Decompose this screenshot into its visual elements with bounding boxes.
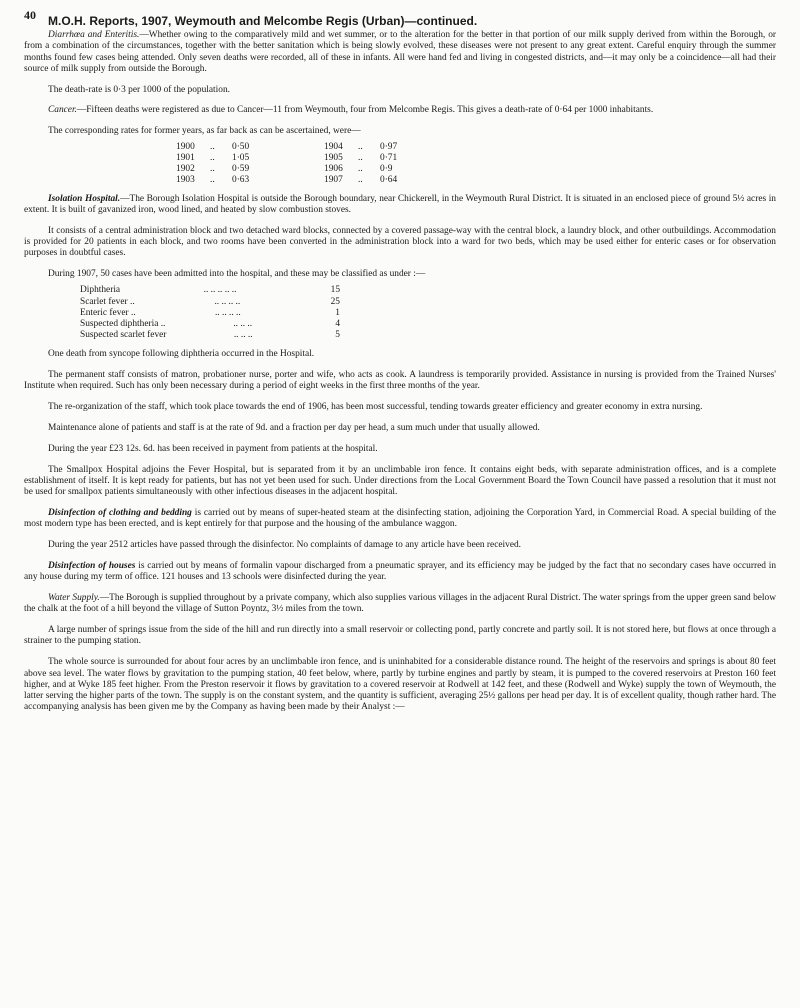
- disinfection-houses-text: is carried out by means of formalin vapour discharged from a pneumatic sprayer, and its efficiency may be judged by the fact that no secondary cases have occurred in any house during my term of office. 121 houses and 13 schools were disinfected during the year.: [24, 560, 777, 583]
- rate-year: 1907: [324, 174, 343, 185]
- case-row: [80, 285, 340, 296]
- rate-value: 1·05: [232, 152, 250, 163]
- case-count: 4: [335, 318, 340, 329]
- cancer-heading: Cancer.: [48, 105, 77, 116]
- isolation-text: —The Borough Isolation Hospital is outside the Borough boundary, near Chickerell, in the Weymouth Rural District. It is situated in an enclosed piece of ground 5½ acres in extent. It is built of gavanized iron, wood lined, and heated by slow combustion stoves.: [24, 193, 776, 215]
- admitted-intro: During 1907, 50 cases have been admitted into the hospital, and these may be classified as under :—: [48, 269, 426, 280]
- reorganization-paragraph: The re-organization of the staff, which took place towards the end of 1906, has been most successful, tending towards greater efficiency and greater economy in extra nursing.: [48, 402, 703, 413]
- case-name: Suspected diphtheria ..: [80, 318, 166, 329]
- rates-row: 1900 .. 0·50 1904 .. 0·97: [176, 142, 776, 153]
- disinfection-houses-paragraph: [24, 561, 776, 584]
- springs-paragraph: A large number of springs issue from the side of the hill and run directly into a small reservoir or collecting pond, partly concrete and partly soil. It is not stored here, but flows at once through a strainer to the pumping station.: [24, 625, 776, 647]
- rate-year: 1901: [176, 152, 195, 163]
- rate-year: 1905: [324, 152, 343, 163]
- case-dots: .. .. ..: [233, 318, 253, 329]
- death-rate-paragraph: The death-rate is 0·3 per 1000 of the population.: [48, 84, 230, 95]
- case-name: Enteric fever ..: [80, 307, 136, 318]
- rate-year: 1903: [176, 174, 195, 185]
- rates-row: 1901 .. 1·05 1905 .. 0·71: [176, 153, 776, 164]
- case-count: 25: [330, 296, 340, 307]
- case-dots: .. .. .. ..: [214, 307, 241, 318]
- staff-paragraph: The permanent staff consists of matron, probationer nurse, porter and wife, who acts as cook. A laundress is temporarily provided. Assistance in nursing is provided from the Trained Nurses' Institute when required. Such has only been necessary during a period of eight weeks in the first three months of the year.: [24, 370, 776, 392]
- consists-paragraph: It consists of a central administration block and two detached ward blocks, connected by a covered passage-way with the central block, a laundry block, and other outbuildings. Accommodation is provided for 20 patients in each block, and two rooms have been converted in the administration block into a ward for two beds, which may be used either for enteric cases or for observation purposes in doubtful cases.: [24, 225, 776, 259]
- case-dots: .. .. .. ..: [214, 296, 241, 307]
- articles-paragraph: During the year 2512 articles have passed through the disinfector. No complaints of damage to any article have been received.: [48, 540, 522, 551]
- disinfection-clothing-heading: Disinfection of clothing and bedding: [48, 508, 192, 519]
- rate-year: 1906: [324, 163, 343, 174]
- rates-intro: The corresponding rates for former years, as far back as can be ascertained, were—: [48, 126, 361, 137]
- water-supply-text: —The Borough is supplied throughout by a private company, which also supplies various villages in the adjacent Rural District. The water springs from the upper green sand below the chalk at the foot of a hill beyond the village of Sutton Poyntz, 3½ miles from the town.: [24, 593, 776, 615]
- diarrhoea-paragraph: [24, 30, 776, 75]
- diarrhoea-heading: Diarrhœa and Enteritis.: [48, 30, 140, 40]
- cancer-text: —Fifteen deaths were registered as due to Cancer—11 from Weymouth, four from Melcombe Regis. This gives a death-rate of 0·64 per 1000 inhabitants.: [76, 105, 654, 116]
- rate-year: 1902: [176, 163, 195, 174]
- cases-table: [80, 285, 340, 341]
- case-dots: .. .. ..: [233, 330, 253, 341]
- rate-value: 0·59: [232, 163, 250, 174]
- case-row: [80, 297, 340, 308]
- received-paragraph: During the year £23 12s. 6d. has been received in payment from patients at the hospital.: [48, 443, 378, 454]
- rate-value: 0·97: [380, 141, 398, 152]
- rate-value: 0·71: [380, 152, 398, 163]
- disinfection-clothing-paragraph: [24, 508, 776, 531]
- case-row: [80, 330, 340, 341]
- case-count: 5: [335, 330, 340, 341]
- case-name: Diphtheria: [80, 285, 121, 296]
- case-count: 15: [330, 285, 340, 296]
- rate-value: 0·9: [380, 163, 393, 174]
- rates-row: 1903 .. 0·63 1907 .. 0·64: [176, 175, 776, 186]
- case-name: Suspected scarlet fever: [80, 330, 167, 341]
- whole-source-paragraph: The whole source is surrounded for about four acres by an unclimbable iron fence, and is uninhabited for a considerable distance round. The height of the reservoirs and springs is about 80 feet above sea level. The water flows by gravitation to the pumping station, 40 feet below, where, partly by turbine engines and partly by steam, it is pumped to the covered reservoirs at Preston 160 feet higher, and at Wyke 185 feet higher. From the Preston reservoir it flows by gravitation to a covered reservoir at Rodwell at 142 feet, and these (Rodwell and Wyke) supply the town of Weymouth, the latter serving the higher parts of the town. The supply is on the constant system, and the quantity is sufficient, averaging 25½ gallons per head per day. It is of excellent quality, though rather hard. The accompanying analysis has been given me by the Company as having been made by their Analyst :—: [24, 657, 776, 713]
- rate-year: 1904: [324, 141, 343, 152]
- cancer-paragraph: [24, 105, 776, 116]
- rate-value: 0·63: [232, 174, 250, 185]
- case-count: 1: [335, 307, 340, 318]
- case-dots: .. .. .. .. ..: [203, 285, 237, 296]
- isolation-paragraph: [24, 194, 776, 217]
- rate-year: 1900: [176, 141, 195, 152]
- smallpox-paragraph: The Smallpox Hospital adjoins the Fever Hospital, but is separated from it by an unclimbable iron fence. It contains eight beds, with separate administration offices, and is a complete establishment of itself. It is kept ready for patients, but has not yet been used for such. Under directions from the Local Government Board the Town Council have passed a resolution that it must not be used for smallpox patients simultaneously with other infectious diseases in the adjacent hospital.: [24, 464, 776, 498]
- disinfection-houses-heading: Disinfection of houses: [48, 560, 136, 571]
- rate-value: 0·64: [380, 174, 398, 185]
- disinfection-clothing-text: is carried out by means of super-heated steam at the disinfecting station, adjoining the Corporation Yard, in Commercial Road. A special building of the most modern type has been erected, and is kept entirely for that purpose and the housing of the ambulance waggon.: [24, 508, 776, 530]
- rates-row: 1902 .. 0·59 1906 .. 0·9: [176, 164, 776, 175]
- water-supply-heading: Water Supply.: [48, 593, 100, 604]
- page-number: 40: [24, 8, 36, 22]
- one-death-paragraph: One death from syncope following diphtheria occurred in the Hospital.: [48, 349, 315, 360]
- maintenance-paragraph: Maintenance alone of patients and staff is at the rate of 9d. and a fraction per day per head, a sum much under that usually allowed.: [48, 423, 540, 434]
- case-row: [80, 319, 340, 330]
- rate-value: 0·50: [232, 141, 250, 152]
- isolation-heading: Isolation Hospital.: [48, 193, 121, 204]
- page-header: [24, 8, 776, 30]
- cancer-rates-table: [176, 142, 776, 186]
- water-supply-paragraph: [24, 593, 776, 616]
- case-name: Scarlet fever ..: [80, 296, 135, 307]
- running-head: M.O.H. Reports, 1907, Weymouth and Melcombe Regis (Urban)—continued.: [48, 14, 478, 28]
- diarrhoea-text: —Whether owing to the comparatively mild and wet summer, or to the alteration for the better in that portion of our milk supply derived from within the Borough, or from a combination of the circumstances, together with the better sanitation which is being slowly evolved, these diseases were not present to any great extent. Careful enquiry through the summer months found few cases being attended. Only seven deaths were recorded, all of these in infants. All were hand fed and living in congested districts, and—it may only be a coincidence—all had their source of milk supply from outside the Borough.: [24, 30, 776, 74]
- case-row: [80, 308, 340, 319]
